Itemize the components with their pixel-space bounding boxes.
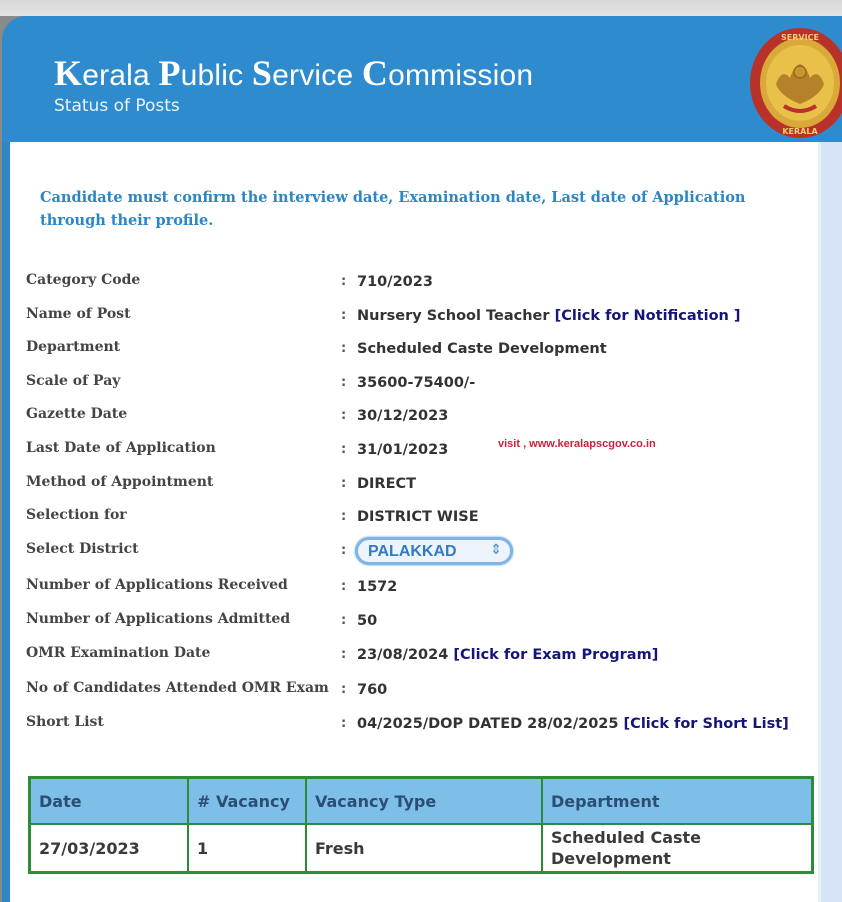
colon: : [341,476,347,491]
value-gazette-date: 30/12/2023 [357,408,449,424]
value-short-list: 04/2025/DOP DATED 28/02/2025 [Click for Short List] [357,716,789,732]
colon: : [341,613,347,628]
detail-row-method [10,474,818,498]
value-scale-of-pay: 35600-75400/- [357,375,476,391]
colon: : [341,408,347,423]
detail-row-name-of-post [10,306,818,330]
label-department: Department [26,339,121,355]
vacancy-table-header [30,778,813,825]
detail-row-gazette-date [10,406,818,430]
value-applications-admitted: 50 [357,613,378,629]
detail-row-selection-for [10,507,818,531]
status-content [10,142,818,902]
cell-vacancy: 1 [188,824,306,873]
header-banner [2,16,842,142]
colon: : [341,308,347,323]
notification-link[interactable]: [Click for Notification ] [554,308,741,324]
value-method: DIRECT [357,476,417,492]
label-candidates-attended: No of Candidates Attended OMR Exam [26,680,329,696]
colon: : [341,579,347,594]
detail-row-short-list [10,714,818,738]
label-scale-of-pay: Scale of Pay [26,373,121,389]
value-name-of-post: Nursery School Teacher [Click for Notification ] [357,308,741,324]
site-title: Kerala Public Service Commission [54,53,534,93]
detail-row-candidates-attended [10,680,818,704]
colon: : [341,647,347,662]
label-select-district: Select District [26,541,139,557]
district-select[interactable] [355,537,513,565]
label-method: Method of Appointment [26,474,214,490]
vacancy-table [28,776,814,874]
district-select-value: PALAKKAD [368,543,457,560]
label-applications-admitted: Number of Applications Admitted [26,611,291,627]
label-short-list: Short List [26,714,104,730]
right-side-panel [818,142,842,902]
short-list-link[interactable]: [Click for Short List] [623,716,789,732]
value-category-code: 710/2023 [357,274,433,290]
detail-row-category-code [10,272,818,296]
watermark-text: visit , www.keralapscgov.co.in [498,438,656,450]
label-applications-received: Number of Applications Received [26,577,288,593]
label-gazette-date: Gazette Date [26,406,128,422]
browser-top-bar [0,0,842,16]
col-vacancy-type: Vacancy Type [306,778,542,825]
colon: : [341,509,347,524]
value-department: Scheduled Caste Development [357,341,607,357]
notice-text: Candidate must confirm the interview date, Examination date, Last date of Application through their profile. [40,189,746,229]
colon: : [341,682,347,697]
colon: : [341,341,347,356]
detail-row-scale-of-pay [10,373,818,397]
col-vacancy: # Vacancy [188,778,306,825]
value-candidates-attended: 760 [357,682,388,698]
svg-text:KERALA: KERALA [782,127,818,136]
table-row [30,824,813,873]
value-selection-for: DISTRICT WISE [357,509,479,525]
detail-row-select-district [10,541,818,565]
label-name-of-post: Name of Post [26,306,131,322]
label-last-date: Last Date of Application [26,440,216,456]
colon: : [341,442,347,457]
col-date: Date [30,778,189,825]
kpsc-emblem-icon [748,26,842,140]
svg-text:SERVICE: SERVICE [781,33,819,42]
detail-row-department [10,339,818,363]
exam-program-link[interactable]: [Click for Exam Program] [453,647,659,663]
cell-date: 27/03/2023 [30,824,189,873]
label-category-code: Category Code [26,272,141,288]
col-department: Department [542,778,813,825]
value-applications-received: 1572 [357,579,398,595]
select-chevron-icon: ⇕ [490,542,502,558]
label-omr-date: OMR Examination Date [26,645,211,661]
detail-row-last-date [10,440,818,464]
label-selection-for: Selection for [26,507,127,523]
detail-row-applications-admitted [10,611,818,635]
value-omr-date: 23/08/2024 [Click for Exam Program] [357,647,659,663]
cell-department: Scheduled Caste Development [542,824,813,873]
colon: : [341,274,347,289]
page-frame [2,16,842,902]
value-last-date: 31/01/2023 [357,442,449,458]
colon: : [341,543,347,558]
cell-vacancy-type: Fresh [306,824,542,873]
detail-row-applications-received [10,577,818,601]
detail-row-omr-date [10,645,818,669]
colon: : [341,375,347,390]
colon: : [341,716,347,731]
page-subtitle: Status of Posts [54,96,180,116]
